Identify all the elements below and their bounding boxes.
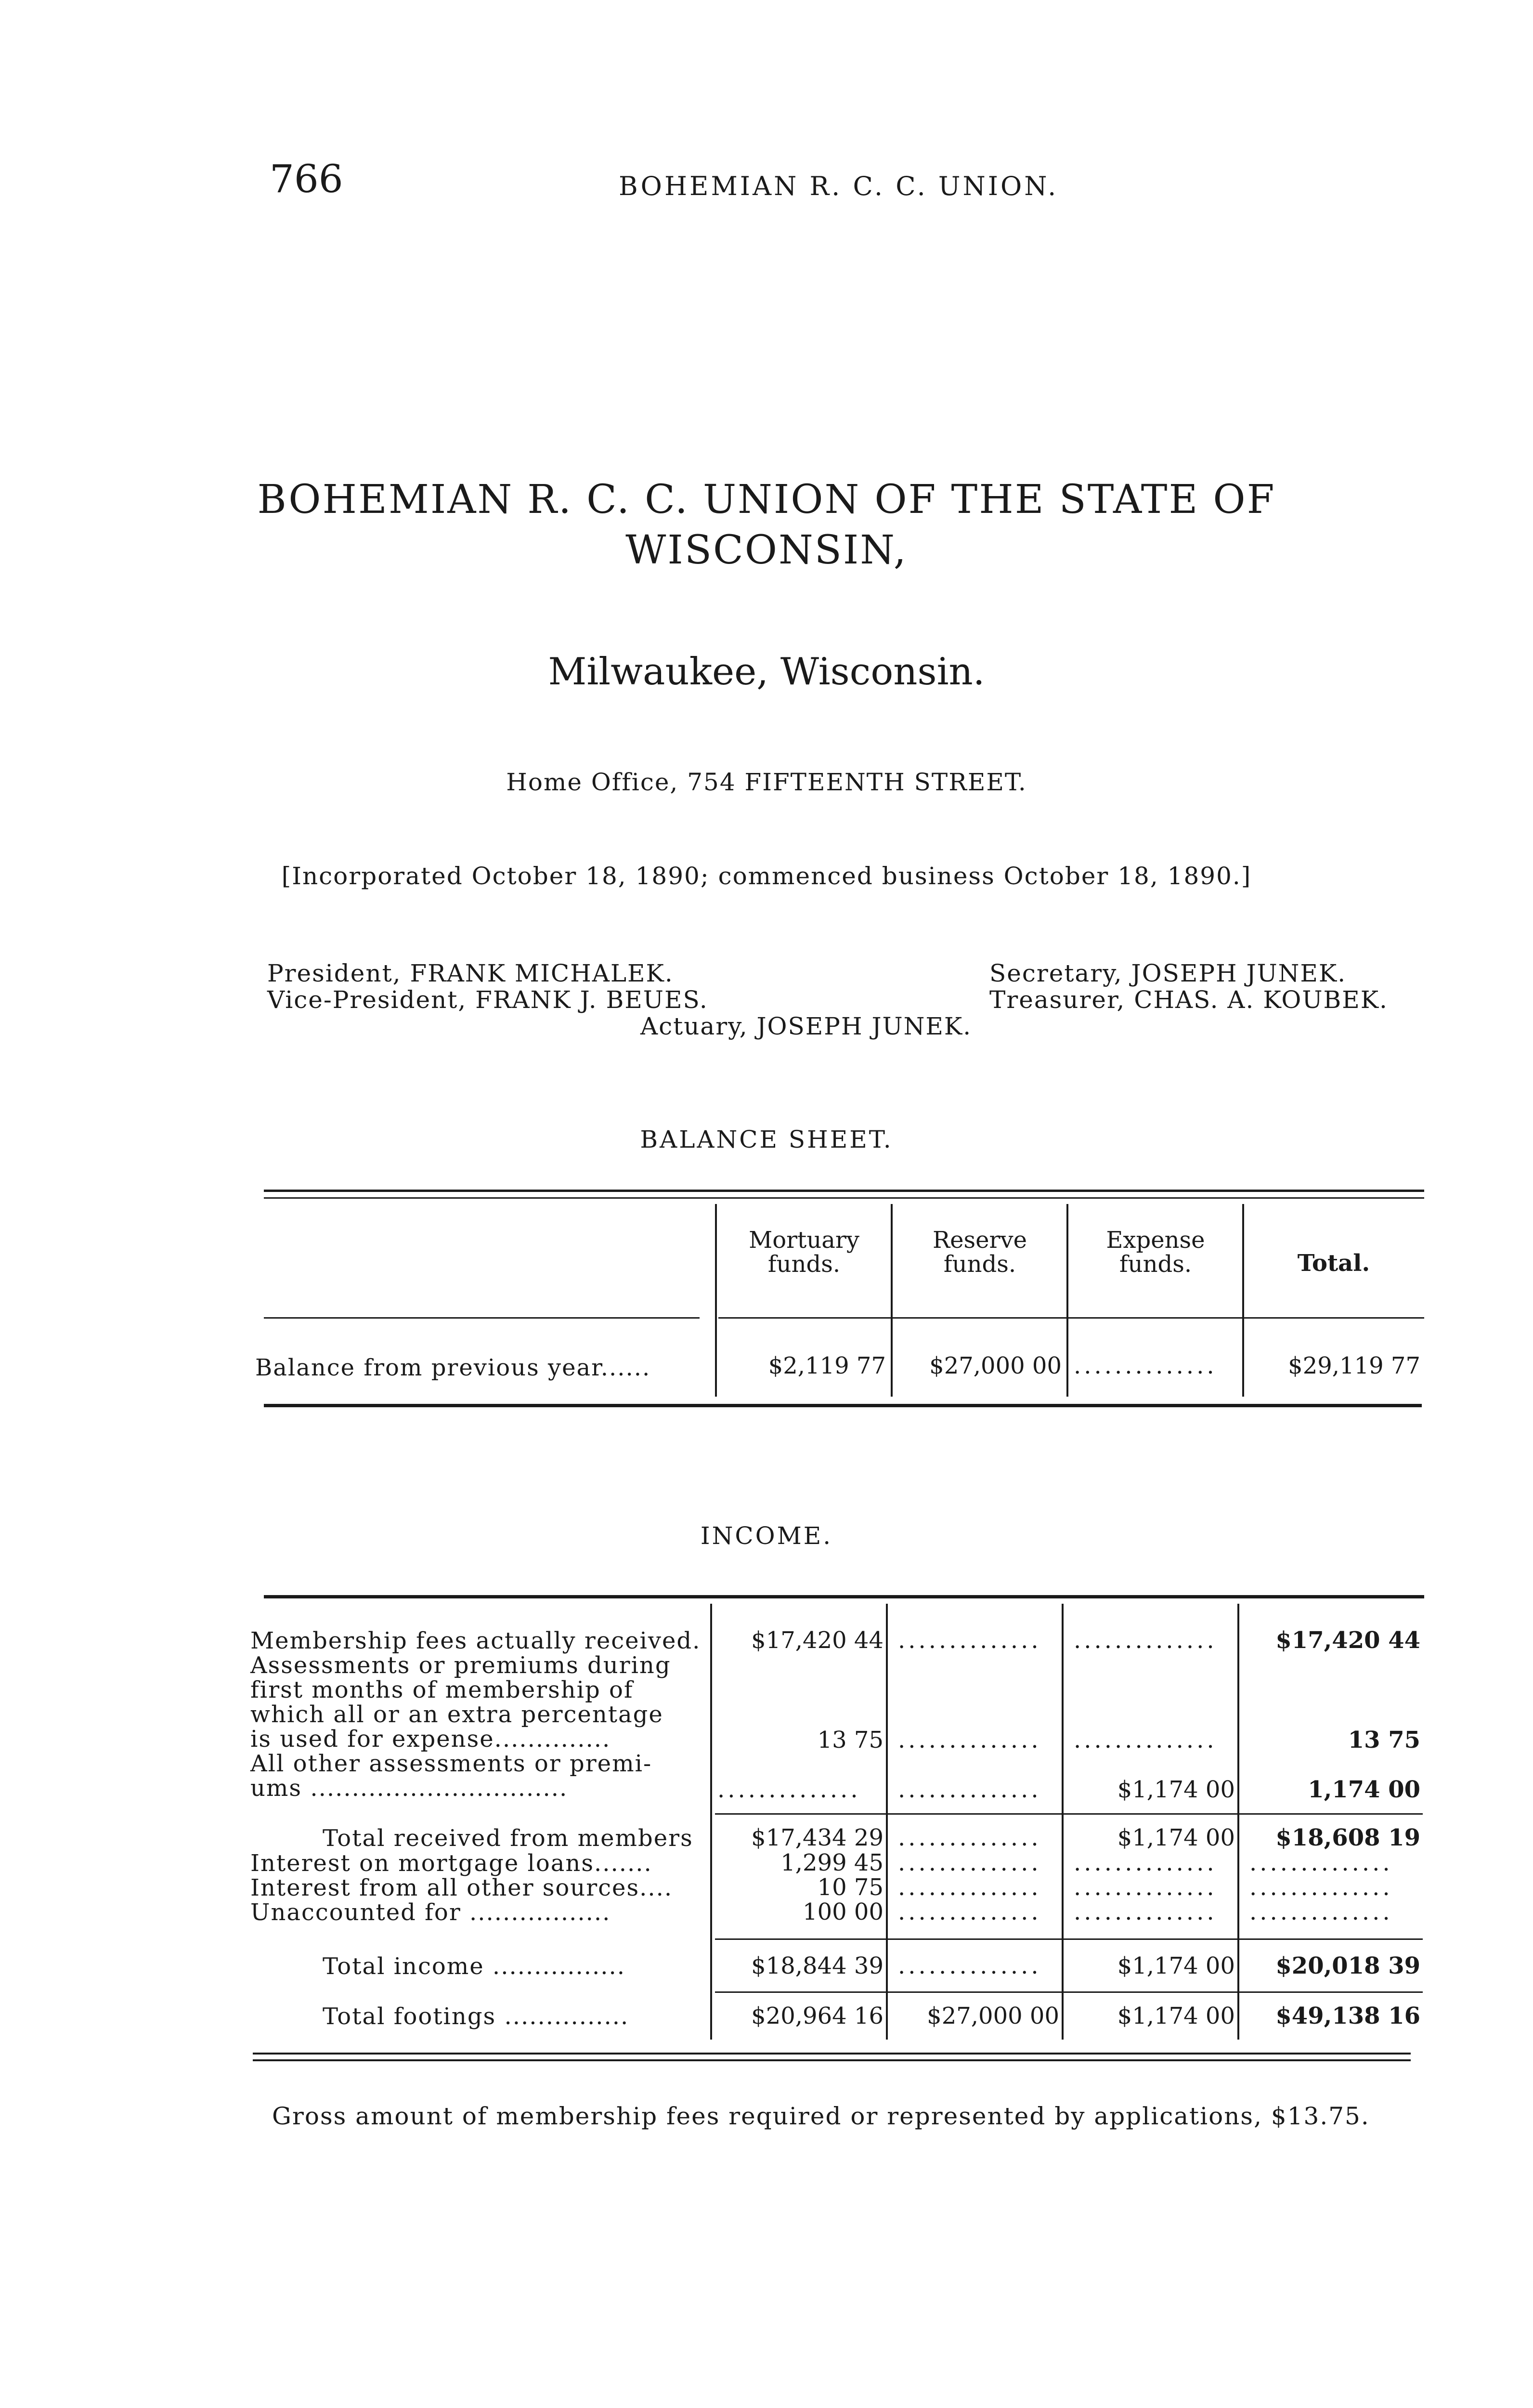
income-row-label — [250, 1851, 652, 1876]
income-row-label — [250, 1752, 652, 1801]
column-divider — [710, 1604, 712, 2040]
label-line: Interest on mortgage loans....... — [250, 1850, 652, 1877]
income-row-reserve: .............. — [898, 1952, 1041, 1979]
page-number: 766 — [270, 157, 343, 201]
income-row-mortuary: .............. — [717, 1776, 861, 1803]
income-row-expense: .............. — [1074, 1874, 1217, 1901]
income-row-reserve: .............. — [898, 1727, 1041, 1754]
income-row-total: $17,420 44 — [1275, 1627, 1420, 1654]
income-row-reserve: .............. — [898, 1898, 1041, 1925]
income-row-mortuary: $17,420 44 — [751, 1627, 883, 1654]
column-divider — [715, 1204, 717, 1397]
income-row-mortuary: $20,964 16 — [751, 2002, 883, 2029]
incorporation-line: [Incorporated October 18, 1890; commenced business October 18, 1890.] — [281, 862, 1252, 890]
table-bottom-rule-inner — [253, 2059, 1411, 2061]
income-row-total: $49,138 16 — [1275, 2002, 1420, 2029]
income-row-reserve: .............. — [898, 1874, 1041, 1901]
column-header-text: Expense — [1106, 1227, 1205, 1254]
income-row-mortuary: $17,434 29 — [751, 1824, 883, 1851]
columns-header-rule — [718, 1317, 1424, 1319]
label-line: which all or an extra percentage — [250, 1701, 663, 1728]
income-row-mortuary: $18,844 39 — [751, 1952, 883, 1979]
income-row-expense: $1,174 00 — [1117, 1952, 1235, 1979]
table-bottom-rule — [264, 1404, 1422, 1407]
income-row-expense: .............. — [1074, 1727, 1217, 1754]
column-divider — [886, 1604, 888, 2040]
org-title-line2: WISCONSIN, — [625, 527, 908, 573]
column-header-text: funds. — [767, 1251, 841, 1278]
income-row-label — [250, 1876, 673, 1900]
table-top-rule — [264, 1595, 1424, 1598]
label-line: first months of membership of — [250, 1676, 634, 1703]
officer-vice-president: Vice-President, FRANK J. BEUES. — [267, 986, 708, 1014]
subtotal-rule — [715, 1813, 1423, 1815]
balance-row-total: $29,119 77 — [1288, 1352, 1420, 1379]
balance-row-reserve: $27,000 00 — [929, 1352, 1062, 1379]
footnote-gross-fees: Gross amount of membership fees required or represented by applications, $13.75. — [272, 2102, 1370, 2130]
balance-sheet-title: BALANCE SHEET. — [640, 1125, 893, 1153]
income-row-reserve: $27,000 00 — [927, 2002, 1059, 2029]
income-row-expense: $1,174 00 — [1117, 1776, 1235, 1803]
income-row-expense: .............. — [1074, 1898, 1217, 1925]
income-row-mortuary: 10 75 — [817, 1874, 883, 1901]
label-line: Membership fees actually received. — [250, 1627, 701, 1654]
column-header-text: funds. — [943, 1251, 1016, 1278]
income-row-total: 13 75 — [1348, 1727, 1420, 1754]
column-divider — [1062, 1604, 1064, 2040]
label-line: ums ............................... — [250, 1775, 568, 1802]
label-line: All other assessments or premi- — [250, 1750, 652, 1777]
income-row-expense: $1,174 00 — [1117, 1824, 1235, 1851]
income-row-mortuary: 1,299 45 — [780, 1849, 883, 1876]
table-top-rule — [264, 1190, 1424, 1192]
running-title: BOHEMIAN R. C. C. UNION. — [619, 171, 1059, 201]
income-row-label — [250, 1629, 701, 1653]
balance-row-mortuary: $2,119 77 — [768, 1352, 886, 1379]
income-row-expense: .............. — [1074, 1627, 1217, 1654]
column-header-mortuary — [717, 1228, 891, 1276]
subtotal-rule — [715, 1938, 1423, 1940]
income-row-label — [323, 2004, 629, 2029]
income-row-total: .............. — [1249, 1898, 1393, 1925]
income-row-mortuary: 13 75 — [817, 1727, 883, 1754]
balance-row-label: Balance from previous year...... — [255, 1354, 651, 1381]
column-divider — [1242, 1204, 1244, 1397]
income-row-total: .............. — [1249, 1874, 1393, 1901]
label-line: Interest from all other sources.... — [250, 1874, 673, 1901]
column-divider — [891, 1204, 893, 1397]
column-header-text: Reserve — [932, 1227, 1027, 1254]
label-line: Total received from members — [323, 1825, 693, 1852]
officer-secretary: Secretary, JOSEPH JUNEK. — [989, 959, 1347, 987]
column-header-text: funds. — [1119, 1251, 1192, 1278]
income-row-expense: $1,174 00 — [1117, 2002, 1235, 2029]
income-row-reserve: .............. — [898, 1776, 1041, 1803]
income-row-label — [323, 1954, 625, 1979]
income-row-total: $20,018 39 — [1275, 1952, 1420, 1979]
column-header-text: Mortuary — [749, 1227, 859, 1254]
column-divider — [1237, 1604, 1239, 2040]
label-line: is used for expense.............. — [250, 1726, 611, 1753]
label-line: Unaccounted for ................. — [250, 1899, 611, 1926]
income-row-reserve: .............. — [898, 1627, 1041, 1654]
label-line: Total income ................ — [323, 1953, 626, 1980]
label-line: Total footings ............... — [323, 2003, 629, 2030]
table-top-rule-inner — [264, 1197, 1424, 1199]
income-title: INCOME. — [700, 1522, 833, 1550]
income-row-reserve: .............. — [898, 1849, 1041, 1876]
income-row-label — [250, 1653, 671, 1752]
income-row-label — [250, 1900, 611, 1925]
column-header-total: Total. — [1297, 1250, 1370, 1277]
income-row-label — [323, 1826, 693, 1851]
income-row-total: $18,608 19 — [1275, 1824, 1420, 1851]
stub-header-rule — [264, 1317, 700, 1319]
column-header-reserve — [893, 1228, 1066, 1276]
income-row-total: .............. — [1249, 1849, 1393, 1876]
income-row-total: 1,174 00 — [1308, 1776, 1420, 1803]
column-header-expense — [1069, 1228, 1242, 1276]
org-title-line1: BOHEMIAN R. C. C. UNION OF THE STATE OF — [257, 477, 1276, 523]
balance-row-expense: .............. — [1074, 1352, 1217, 1379]
label-line: Assessments or premiums during — [250, 1652, 671, 1679]
officer-treasurer: Treasurer, CHAS. A. KOUBEK. — [989, 986, 1388, 1014]
income-row-expense: .............. — [1074, 1849, 1217, 1876]
city-line: Milwaukee, Wisconsin. — [548, 650, 985, 694]
officer-president: President, FRANK MICHALEK. — [267, 959, 674, 987]
officer-actuary: Actuary, JOSEPH JUNEK. — [640, 1012, 972, 1040]
income-row-reserve: .............. — [898, 1824, 1041, 1851]
column-divider — [1066, 1204, 1068, 1397]
subtotal-rule — [715, 1991, 1423, 1993]
income-row-mortuary: 100 00 — [803, 1898, 883, 1925]
home-office-line: Home Office, 754 FIFTEENTH STREET. — [506, 768, 1027, 796]
table-bottom-rule — [253, 2053, 1411, 2055]
